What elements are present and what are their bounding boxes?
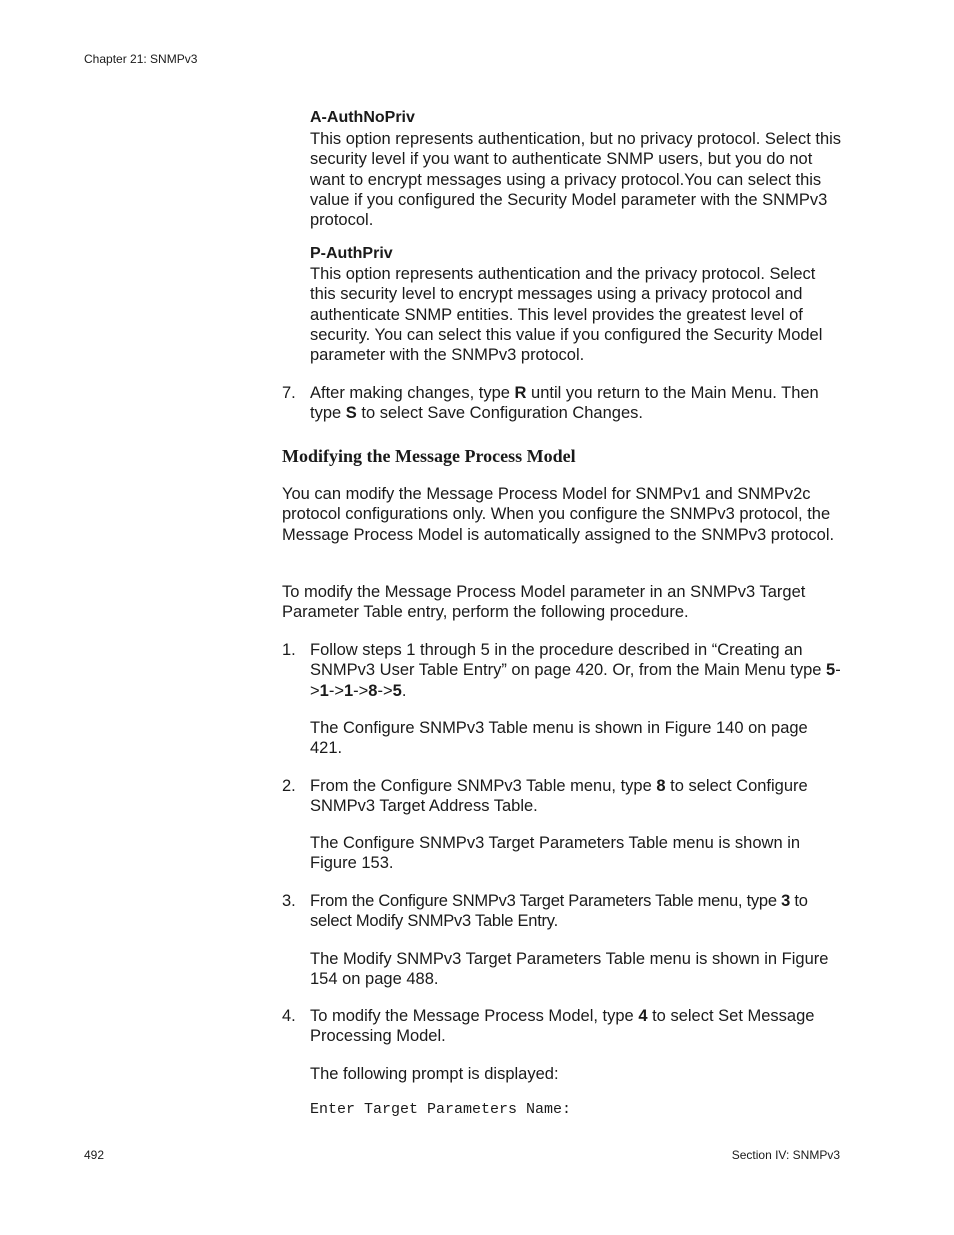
step-4-note: The following prompt is displayed: [310, 1065, 559, 1083]
step-4-text: To modify the Message Process Model, type 4 to select Set Message Processing Model. [310, 1007, 815, 1046]
step-2-note: The Configure SNMPv3 Target Parameters Table menu is shown in Figure 153. [310, 834, 801, 873]
subheading-a-authnopriv: A-AuthNoPriv [310, 109, 415, 126]
step-3-number: 3. [282, 892, 296, 910]
step-3-note: The Modify SNMPv3 Target Parameters Table menu is shown in Figure 154 on page 488. [310, 950, 829, 989]
p-authpriv-description: This option represents authentication and the privacy protocol. Select this security level to encrypt messages using a privacy protocol and authenticate SNMP entities. This level provides the greatest level of security. You can select this value if you configured the Security Model parameter with the SNMPv3 protocol. [310, 265, 823, 365]
section-heading: Modifying the Message Process Model [282, 446, 576, 466]
step-1-text: Follow steps 1 through 5 in the procedure described in “Creating an SNMPv3 User Table Entry” on page 420. Or, from the Main Menu type 5->1->1->8->5. [310, 641, 841, 700]
step-2-number: 2. [282, 777, 296, 795]
step-7-number: 7. [282, 384, 296, 402]
subheading-p-authpriv: P-AuthPriv [310, 245, 393, 262]
running-header: Chapter 21: SNMPv3 [84, 52, 198, 66]
running-footer-section: Section IV: SNMPv3 [731, 1148, 840, 1162]
intro-paragraph-1: You can modify the Message Process Model for SNMPv1 and SNMPv2c protocol configurations only. When you configure the SNMPv3 protocol, the Message Process Model is automatically assigned to the SNMPv3 protocol. [282, 485, 835, 544]
step-1-number: 1. [282, 641, 296, 659]
step-7-text: After making changes, type R until you return to the Main Menu. Then type S to select Save Configuration Changes. [310, 384, 819, 423]
command-prompt: Enter Target Parameters Name: [310, 1101, 572, 1118]
a-authnopriv-description: This option represents authentication, but no privacy protocol. Select this security level if you want to authenticate SNMP users, but you do not want to encrypt messages using a privacy protocol.You can select this value if you configured the Security Model parameter with the SNMPv3 protocol. [310, 130, 842, 230]
intro-paragraph-2: To modify the Message Process Model parameter in an SNMPv3 Target Parameter Table entry, perform the following procedure. [282, 583, 806, 622]
step-2-text: From the Configure SNMPv3 Table menu, type 8 to select Configure SNMPv3 Target Address Table. [310, 777, 808, 816]
step-3-text: From the Configure SNMPv3 Target Parameters Table menu, type 3 to select Modify SNMPv3 Table Entry. [310, 892, 808, 931]
step-1-note: The Configure SNMPv3 Table menu is shown in Figure 140 on page 421. [310, 719, 808, 758]
page-number: 492 [84, 1148, 105, 1162]
step-4-number: 4. [282, 1007, 296, 1025]
